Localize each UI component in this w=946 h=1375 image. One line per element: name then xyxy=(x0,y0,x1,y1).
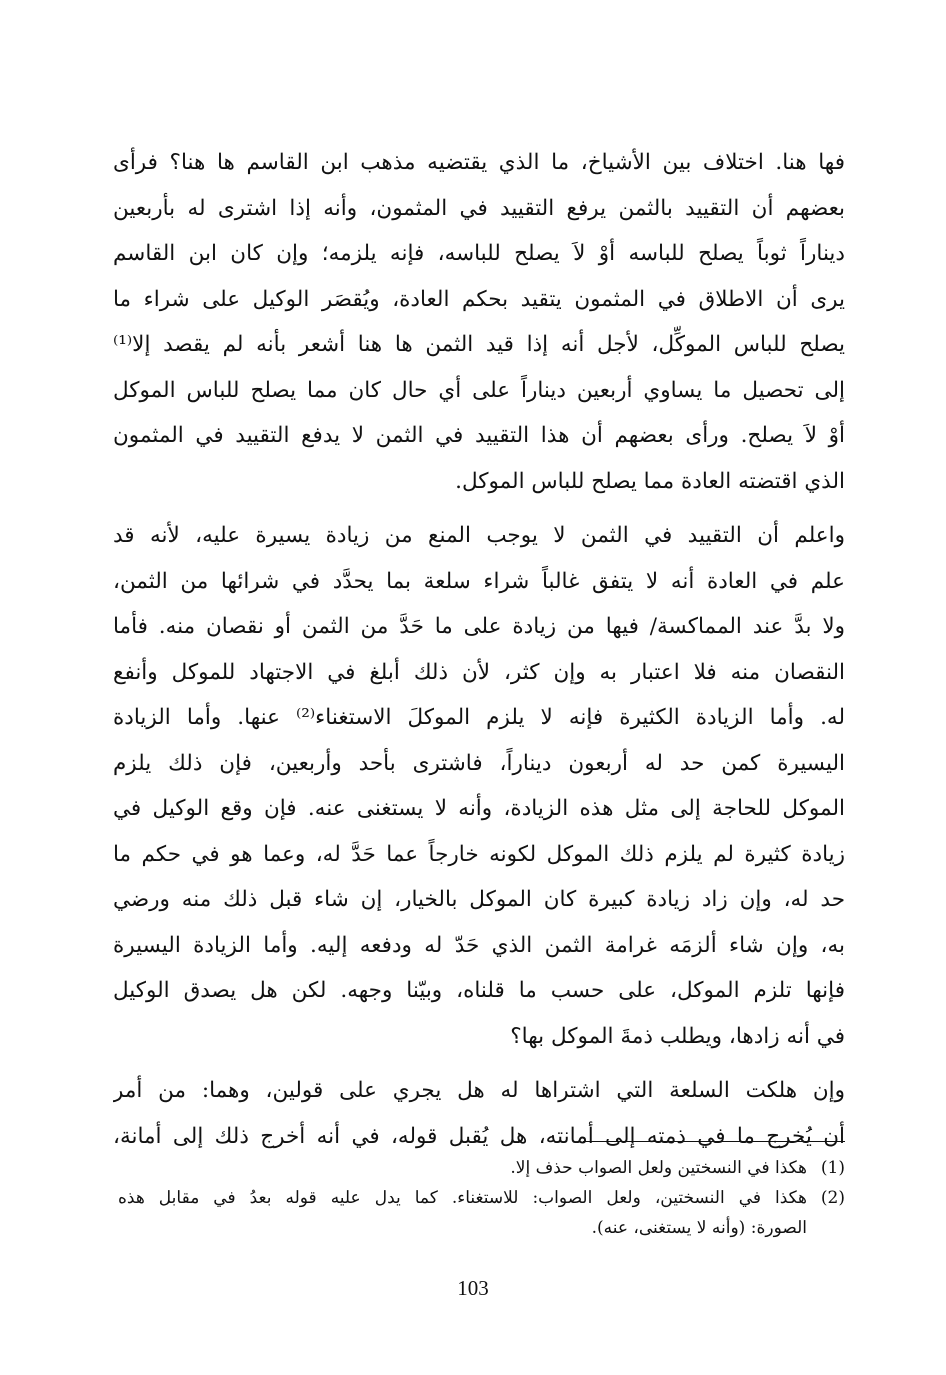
footnotes xyxy=(118,1153,845,1243)
text-line: يرى أن الاطلاق في المثمون يتقيد بحكم العادة، ويُقصَر الوكيل على شراء ما xyxy=(113,286,845,312)
text-line: يصلح للباس الموكِّل، لأجل أنه إذا قيد الثمن ها هنا أشعر بأنه لم يقصد إلا⁽¹⁾ xyxy=(113,332,845,357)
paragraph xyxy=(113,1068,845,1159)
text-line: فها هنا. اختلاف بين الأشياخ، ما الذي يقتضيه مذهب ابن القاسم ها هنا؟ فرأى xyxy=(113,150,845,175)
text-line: ديناراً ثوباً يصلح للباسه أوْ لاَ يصلح للباسه، فإنه يلزمه؛ وإن كان ابن القاسم xyxy=(113,241,845,266)
text-line: النقصان منه فلا اعتبار به وإن كثر، لأن ذلك أبلغ في الاجتهاد للموكل وأنفع xyxy=(113,659,845,685)
paragraph-gap xyxy=(113,504,845,513)
text-line: واعلم أن التقييد في الثمن لا يوجب المنع من زيادة يسيرة عليه، لأنه قد xyxy=(113,523,845,548)
page-number: 103 xyxy=(457,1276,489,1300)
text-line: أن يُخرج ما في ذمته إلى أمانته، هل يُقبل قوله، في أنه أخرج ذلك إلى أمانة، xyxy=(113,1123,845,1149)
paragraph xyxy=(113,140,845,504)
text-line: اليسيرة كمن حد له أربعون ديناراً، فاشترى بأحد وأربعين، فإن ذلك يلزم xyxy=(113,750,845,776)
text-line: حد له، وإن زاد زيادة كبيرة كان الموكل بالخيار، إن شاء قبل ذلك منه ورضي xyxy=(113,887,845,912)
text-line: أوْ لاَ يصلح. ورأى بعضهم أن هذا التقييد في الثمن لا يدفع التقييد في المثمون xyxy=(113,423,845,448)
text-line: الموكل للحاجة إلى مثل هذه الزيادة، وأنه لا يستغنى عنه. فإن وقع الوكيل في xyxy=(113,796,845,821)
text-line: بعضهم أن التقييد بالثمن يرفع التقييد في المثمون، وأنه إذا اشترى له بأربعين xyxy=(113,195,845,221)
footnote xyxy=(118,1183,845,1243)
footnote-text xyxy=(118,1153,807,1183)
footnote-line: هكذا في النسختين، ولعل الصواب: للاستغناء. كما يدل عليه قوله بعدُ في مقابل هذه xyxy=(118,1188,807,1208)
footnote-line: هكذا في النسختين ولعل الصواب حذف إلا. xyxy=(510,1158,807,1178)
footnote-separator xyxy=(583,1141,845,1142)
text-line: له. وأما الزيادة الكثيرة فإنه لا يلزم الموكلَ الاستغناء⁽²⁾ عنها. وأما الزيادة xyxy=(113,705,845,730)
footnote-text xyxy=(118,1183,807,1243)
text-line: وإن هلكت السلعة التي اشتراها له هل يجري على قولين، وهما: من أمر xyxy=(113,1078,845,1103)
text-line: في أنه زادها، ويطلب ذمةَ الموكل بها؟ xyxy=(510,1023,845,1049)
paragraph-gap xyxy=(113,1059,845,1068)
footnote xyxy=(118,1153,845,1183)
text-line: ولا بدَّ عند المماكسة/ فيها من زيادة على ما حَدَّ من الثمن أو نقصان منه. فأما xyxy=(113,614,845,639)
footnote-number: (1) xyxy=(820,1158,845,1178)
text-line: إلى تحصيل ما يساوي أربعين ديناراً على أي حال كان مما يصلح للباس الموكل xyxy=(113,377,845,403)
text-line: زيادة كثيرة لم يلزم ذلك الموكل لكونه خارجاً عما حَدَّ له، وعما هو في حكم ما xyxy=(113,841,845,867)
footnote-number: (2) xyxy=(820,1188,845,1208)
text-line: الذي اقتضته العادة مما يصلح للباس الموكل. xyxy=(455,468,845,494)
text-line: فإنها تلزم الموكل، على حسب ما قلناه، وبيّنا وجهه. لكن هل يصدق الوكيل xyxy=(113,978,845,1003)
footnote-line: الصورة: (وأنه لا يستغنى، عنه). xyxy=(591,1218,807,1238)
text-line: به، وإن شاء ألزمَه غرامة الثمن الذي حَدّ له ودفعه إليه. وأما الزيادة اليسيرة xyxy=(113,932,845,958)
text-line: علم في العادة أنه لا يتفق غالباً شراء سلعة بما يحدَّد في شرائها من الثمن، xyxy=(113,568,845,594)
main-text xyxy=(113,140,845,1159)
paragraph xyxy=(113,513,845,1059)
